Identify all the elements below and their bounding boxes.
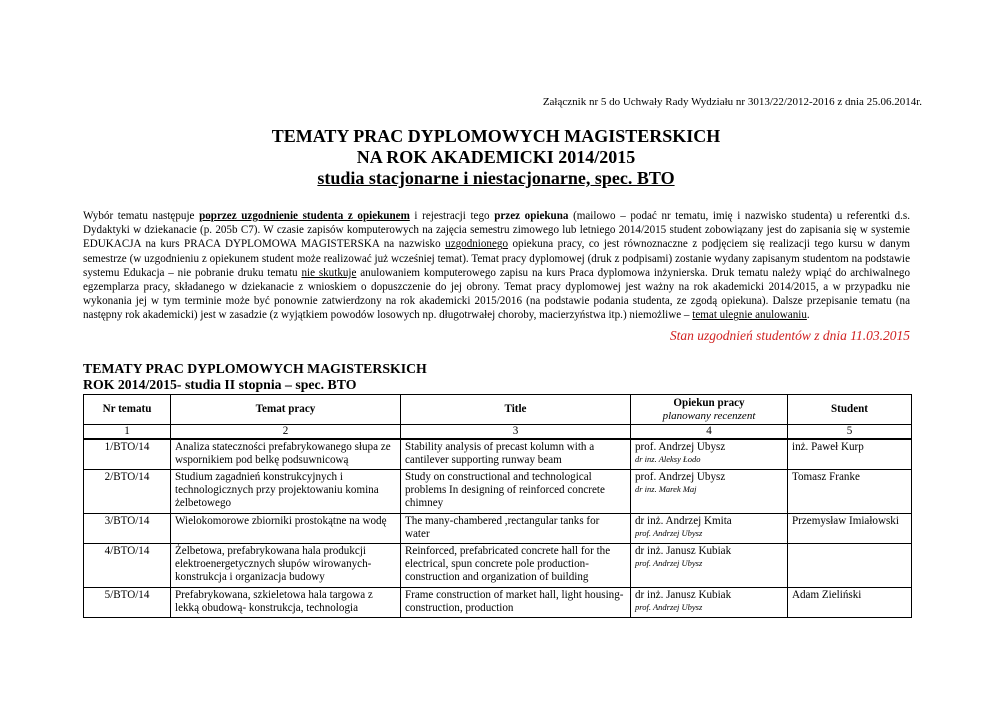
topic-number: 3/BTO/14	[84, 514, 171, 544]
header-reviewer-label: planowany recenzent	[662, 409, 756, 422]
student-name: Adam Zieliński	[788, 588, 912, 618]
supervisor-cell	[631, 588, 788, 618]
intro-underlined: uzgodnionego	[445, 238, 508, 251]
supervisor-name: prof. Andrzej Ubysz	[635, 471, 726, 483]
section-title-line-2: ROK 2014/2015- studia II stopnia – spec. BTO	[83, 377, 357, 392]
section-title	[83, 361, 427, 393]
annex-reference: Załącznik nr 5 do Uchwały Rady Wydziału nr 3013/22/2012-2016 z dnia 25.06.2014r.	[542, 96, 922, 108]
supervisor-cell	[631, 470, 788, 514]
intro-emphasis: przez opiekuna	[494, 210, 569, 222]
status-note: Stan uzgodnień studentów z dnia 11.03.2015	[669, 328, 910, 343]
intro-text: .	[806, 309, 810, 322]
column-number: 5	[788, 425, 912, 440]
heading-line-2: NA ROK AKADEMICKI 2014/2015	[356, 147, 636, 167]
intro-underlined: nie skutkuje	[301, 266, 357, 279]
section-title-line-1: TEMATY PRAC DYPLOMOWYCH MAGISTERSKICH	[83, 361, 427, 376]
supervisor-name: dr inż. Janusz Kubiak	[635, 545, 732, 557]
student-name: Tomasz Franke	[788, 470, 912, 514]
header-supervisor-label: Opiekun pracy	[673, 396, 745, 409]
intro-text: i rejestracji tego	[409, 210, 495, 222]
intro-text: opiekuna pracy, co jest równoznaczne z podjęciem się realizacji tego kursu w danym semestrze (w uzgodnieniu z opiekunem student może realizować już wcześniej temat). Temat pracy dyplomowej (druk z podpisami) zostanie wydany zapisanym studentom na podstawie systemu Edukacja – nie pobranie druku tematu	[83, 238, 910, 279]
column-number: 2	[171, 425, 401, 440]
table-row	[84, 470, 912, 514]
student-name	[788, 544, 912, 588]
topic-number: 4/BTO/14	[84, 544, 171, 588]
supervisor-name: dr inż. Janusz Kubiak	[635, 589, 732, 601]
column-number: 4	[631, 425, 788, 440]
heading-line-3: studia stacjonarne i niestacjonarne, spec. BTO	[317, 168, 675, 188]
table-row	[84, 514, 912, 544]
student-name: Przemysław Imiałowski	[788, 514, 912, 544]
topic-english: The many-chambered ,rectangular tanks for water	[401, 514, 631, 544]
supervisor-cell	[631, 514, 788, 544]
intro-text: anulowaniem komputerowego zapisu na kurs Praca dyplomowa inżynierska. Druk tematu należy wpiąć do archiwalnego egzemplarza pracy, składanego w dziekanacie z wnioskiem o dopuszczenie do jej obrony. Temat pracy dyplomowej jest ważny na rok akademicki 2014/2015, a w przypadku nie wykonania jej w tym terminie może być ponownie zatwierdzony na rok akademicki 2015/2016 (na podstawie podania studenta, ze zgodą opiekuna). Dalsze przepisanie tematu (na następny rok akademicki) jest w zasadzie (z wyjątkiem powodów losowych np. długotrwałej choroby, macierzyństwa itp.) niemożliwe –	[83, 266, 911, 322]
heading-line-1: TEMATY PRAC DYPLOMOWYCH MAGISTERSKICH	[271, 126, 721, 146]
column-number: 1	[84, 425, 171, 440]
intro-underlined: temat ulegnie anulowaniu	[692, 309, 807, 322]
supervisor-name: prof. Andrzej Ubysz	[635, 441, 726, 453]
intro-emphasis: poprzez uzgodnienie studenta z opiekunem	[199, 210, 410, 222]
reviewer-name: dr inz. Marek Maj	[635, 484, 697, 494]
supervisor-cell	[631, 544, 788, 588]
topic-polish: Żelbetowa, prefabrykowana hala produkcji elektroenergetycznych słupów wirowanych-konstrukcja i organizacja budowy	[171, 544, 401, 588]
topic-polish: Analiza stateczności prefabrykowanego słupa ze wspornikiem pod belkę podsuwnicową	[171, 439, 401, 470]
reviewer-name: dr inz. Aleksy Łodo	[635, 454, 701, 464]
reviewer-name: prof. Andrzej Ubysz	[635, 528, 703, 538]
supervisor-cell	[631, 439, 788, 470]
topics-table	[83, 394, 912, 618]
document-heading	[0, 126, 992, 189]
topic-polish: Prefabrykowana, szkieletowa hala targowa z lekką obudową- konstrukcja, technologia	[171, 588, 401, 618]
topic-english: Reinforced, prefabricated concrete hall for the electrical, spun concrete pole production-construction and organization of building	[401, 544, 631, 588]
topic-polish: Studium zagadnień konstrukcyjnych i technologicznych przy projektowaniu komina żelbetowego	[171, 470, 401, 514]
table-row	[84, 588, 912, 618]
header-topic: Temat pracy	[171, 395, 401, 425]
reviewer-name: prof. Andrzej Ubysz	[635, 602, 703, 612]
intro-text: (mailowo – podać nr tematu, imię i nazwisko studenta) u referentki d.s. Dydaktyki w dziekanacie (p. 205b C7). W czasie zapisów komputerowych na zajęcia semestru zimowego lub letniego 2014/2015 student zobowiązany jest do zapisania się w systemie EDUKACJA na kurs PRACA DYPLOMOWA MAGISTERSKA na nazwisko	[83, 210, 910, 251]
table-row	[84, 439, 912, 470]
topic-english: Stability analysis of precast kolumn with a cantilever supporting runway beam	[401, 439, 631, 470]
reviewer-name: prof. Andrzej Ubysz	[635, 558, 703, 568]
header-supervisor	[631, 395, 788, 425]
intro-text: Wybór tematu następuje	[83, 210, 200, 222]
topic-number: 1/BTO/14	[84, 439, 171, 470]
topic-polish: Wielokomorowe zbiorniki prostokątne na wodę	[171, 514, 401, 544]
header-student: Student	[788, 395, 912, 425]
intro-paragraph	[83, 209, 910, 323]
student-name: inż. Paweł Kurp	[788, 439, 912, 470]
topic-english: Frame construction of market hall, light housing- construction, production	[401, 588, 631, 618]
supervisor-name: dr inż. Andrzej Kmita	[635, 515, 732, 527]
topic-english: Study on constructional and technological problems In designing of reinforced concrete chimney	[401, 470, 631, 514]
table-row	[84, 544, 912, 588]
table-header-row	[84, 395, 912, 425]
column-number-row	[84, 425, 912, 440]
header-title: Title	[401, 395, 631, 425]
topic-number: 2/BTO/14	[84, 470, 171, 514]
column-number: 3	[401, 425, 631, 440]
topic-number: 5/BTO/14	[84, 588, 171, 618]
header-nr: Nr tematu	[84, 395, 171, 425]
